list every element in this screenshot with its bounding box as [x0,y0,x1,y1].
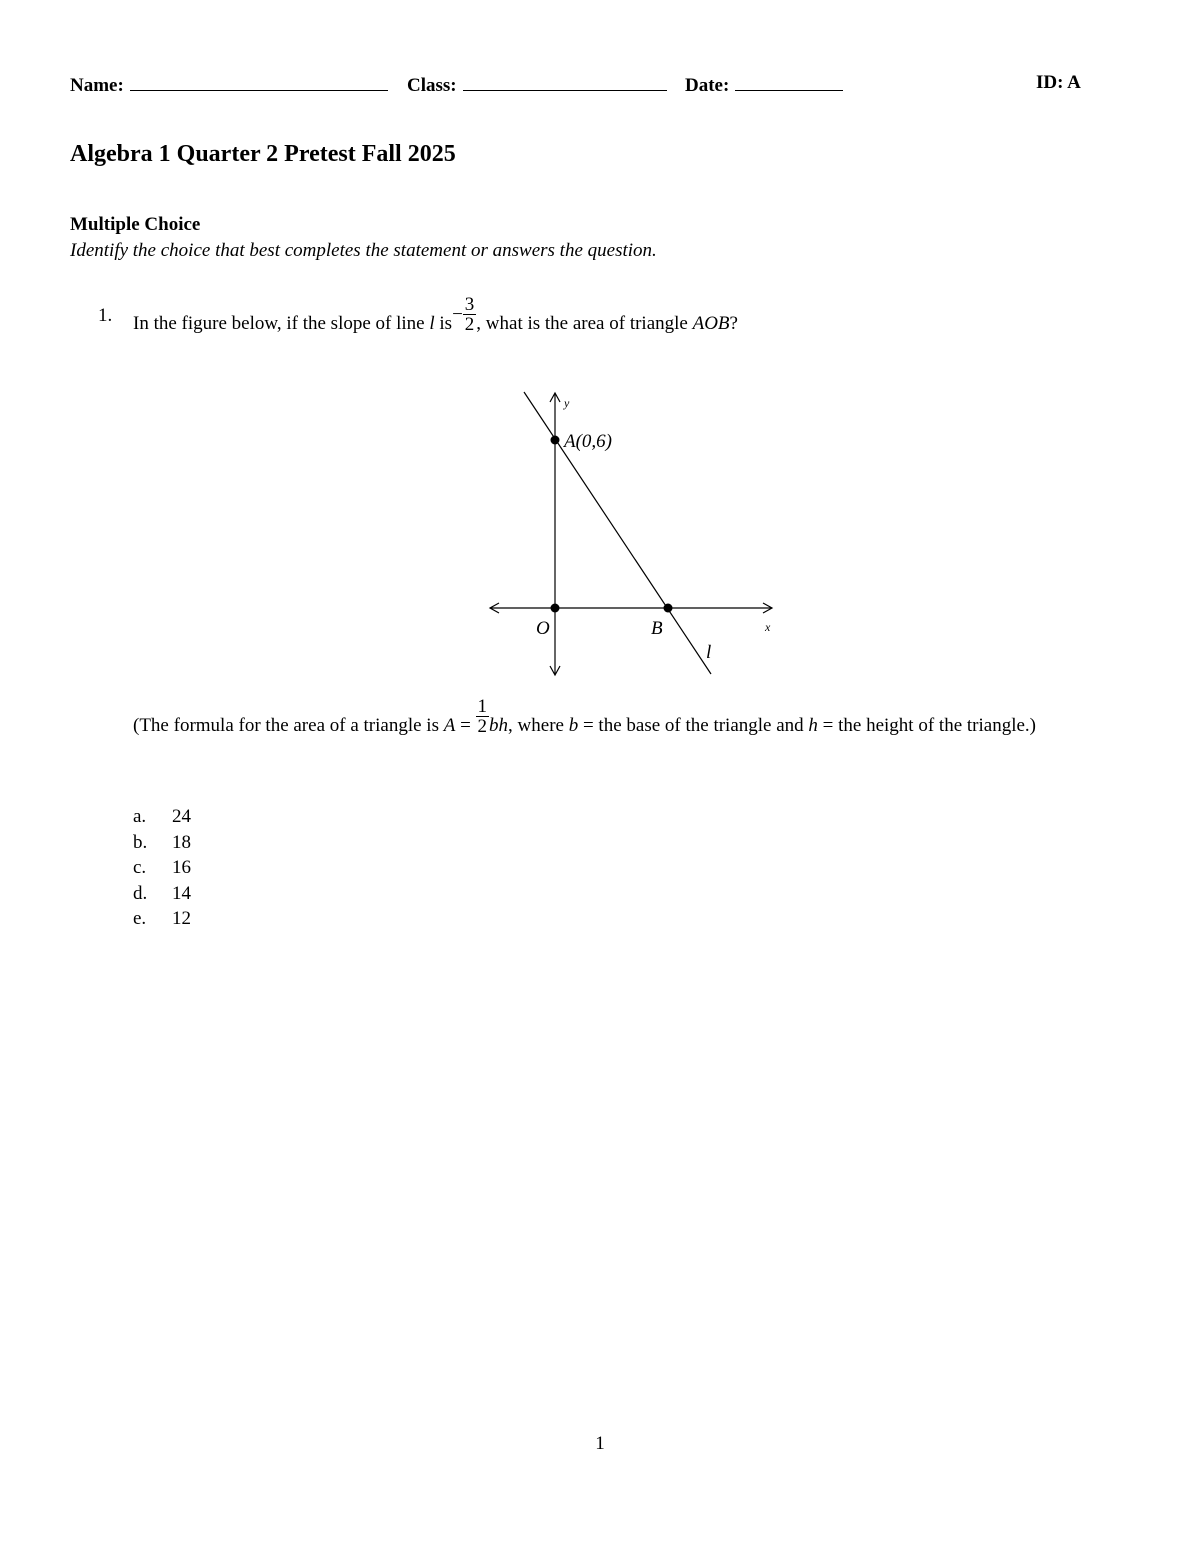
triangle-name: AOB [692,312,730,334]
page-number: 1 [595,1433,605,1454]
line-l [524,392,711,674]
height-description: = the height of the triangle.) [822,715,1036,736]
slope-fraction [463,295,477,334]
base-description: = the base of the triangle and [582,715,804,736]
choice-value: 16 [172,857,191,878]
area-variable: A [443,715,456,736]
name-blank[interactable] [130,72,388,91]
point-b [664,604,673,613]
question-text [133,294,738,344]
choice-letter: e. [133,908,147,929]
point-o-label: O [536,618,550,639]
choice-letter: a. [133,806,147,827]
class-field [407,72,667,97]
slope-sign: − [452,303,463,325]
line-variable: l [429,312,435,334]
class-blank[interactable] [463,72,667,91]
name-label: Name: [70,75,124,96]
choice-letter: c. [133,857,147,878]
formula-where: , where [508,715,564,736]
base-variable: b [568,715,579,736]
question-mark: ? [729,312,738,334]
choice-letter: d. [133,882,148,904]
half-numerator: 1 [477,696,488,718]
coordinate-figure [484,386,784,686]
choice-value: 14 [172,882,191,904]
slope-numerator: 3 [464,294,475,315]
formula-equals: = [460,715,471,736]
header-row [70,72,1092,100]
slope-denominator: 2 [464,314,475,335]
date-field [685,72,843,97]
name-field [70,72,388,97]
half-denominator: 2 [477,716,488,738]
height-variable: h [808,715,818,736]
y-axis-label: y [564,396,570,410]
date-blank[interactable] [735,72,843,91]
choice-value: 24 [172,806,191,827]
class-label: Class: [407,75,457,96]
bh-variables: bh [489,715,509,736]
page-title: Algebra 1 Quarter 2 Pretest Fall 2025 [70,141,456,167]
id-label: ID: A [1036,72,1081,93]
half-fraction [476,697,490,736]
point-a-label: A(0,6) [564,431,613,452]
x-axis-label: x [765,620,771,634]
line-l-label: l [706,642,712,663]
choice-value: 12 [172,908,191,929]
area-formula [133,696,1093,746]
point-b-label: B [651,618,663,639]
question-text-before: In the figure below, if the slope of line [133,312,425,334]
point-a [551,436,560,445]
point-o [551,604,560,613]
question-number: 1. [98,305,113,326]
choice-letter: b. [133,831,148,853]
formula-before: (The formula for the area of a triangle is [133,715,439,736]
question-text-is: is [439,312,453,334]
section-instructions: Identify the choice that best completes the statement or answers the question. [70,240,657,261]
choice-value: 18 [172,831,191,853]
question-text-after: , what is the area of triangle [476,312,688,334]
date-label: Date: [685,75,730,96]
section-heading: Multiple Choice [70,214,201,235]
